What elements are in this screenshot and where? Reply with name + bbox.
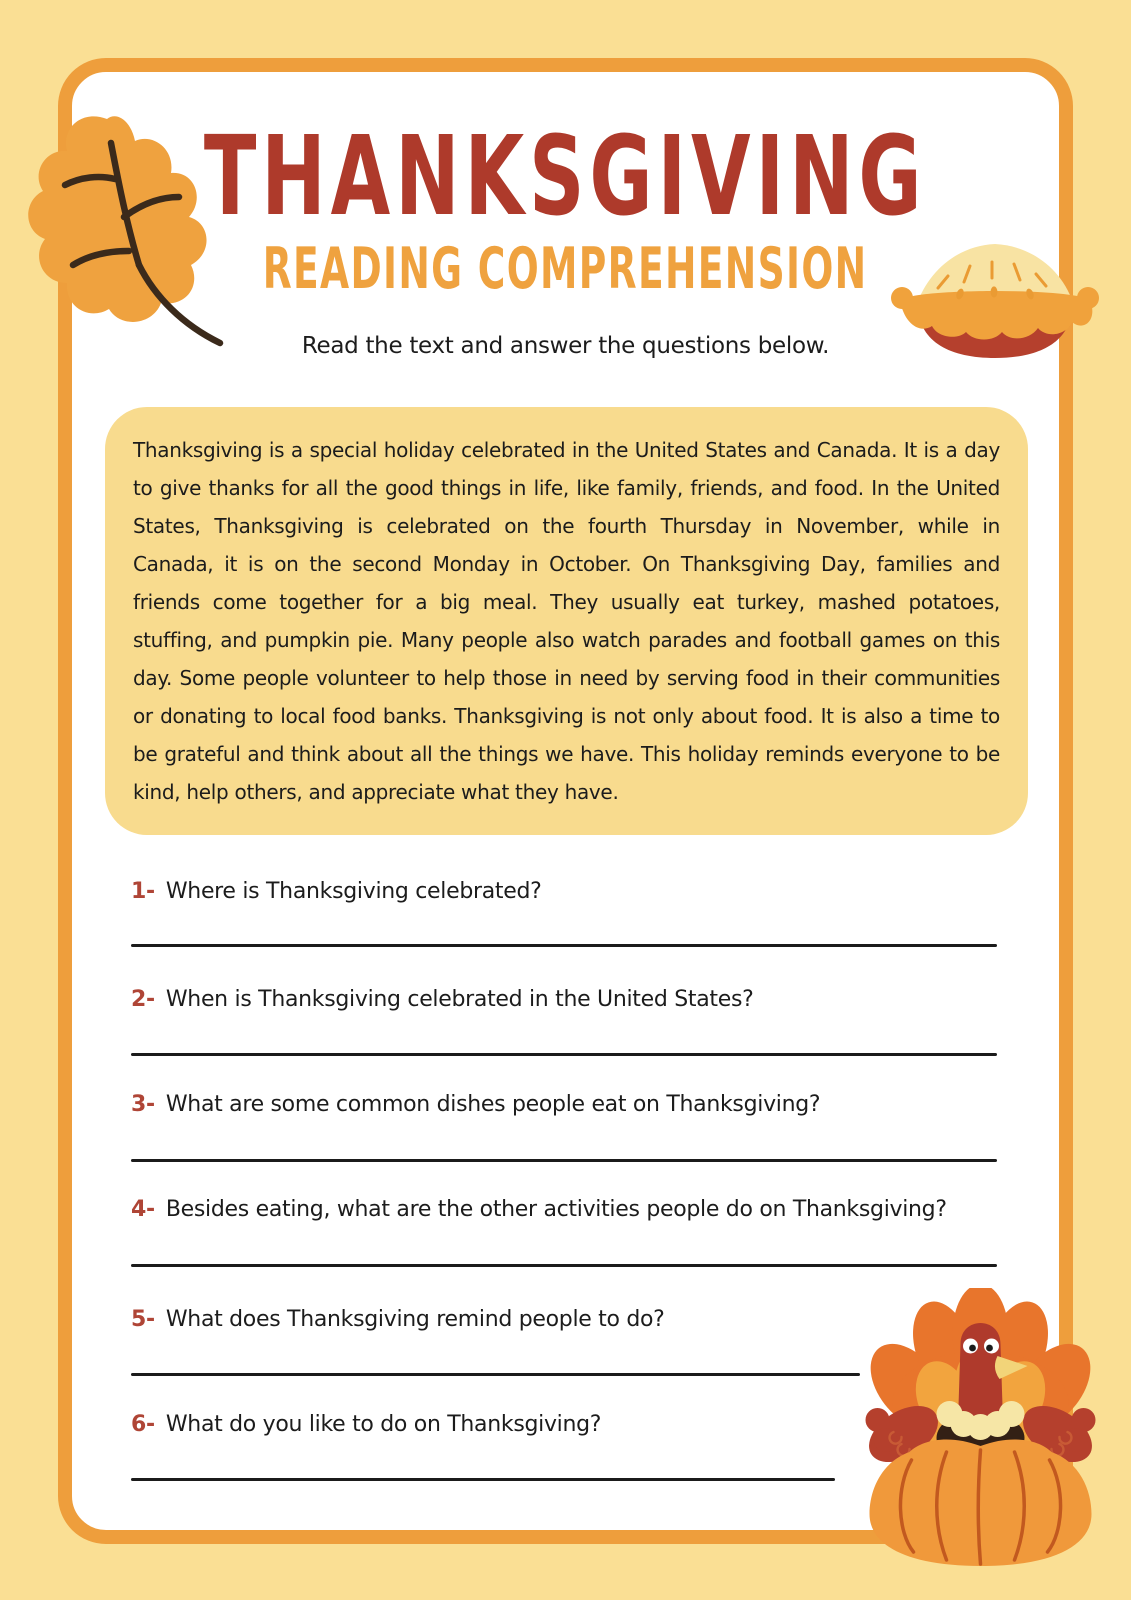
question-1 bbox=[131, 879, 1011, 904]
turkey-in-pumpkin-icon bbox=[862, 1288, 1100, 1573]
question-1-text: Where is Thanksgiving celebrated? bbox=[165, 879, 542, 904]
answer-line-4[interactable] bbox=[131, 1264, 997, 1267]
answer-line-3[interactable] bbox=[131, 1159, 997, 1162]
question-1-number: 1- bbox=[131, 879, 155, 904]
answer-line-1[interactable] bbox=[131, 944, 997, 947]
passage-text: Thanksgiving is a special holiday celebrated in the United States and Canada. It is a day to give thanks for all the good things in life, like family, friends, and food. In the United States, Thanksgiving is celebrated on the fourth Thursday in November, while in Canada, it is on the second Monday in October. On Thanksgiving Day, families and friends come together for a big meal. They usually eat turkey, mashed potatoes, stuffing, and pumpkin pie. Many people also watch parades and football games on this day. Some people volunteer to help those in need by serving food in their communities or donating to local food banks. Thanksgiving is not only about food. It is also a time to be grateful and think about all the things we have. This holiday reminds everyone to be kind, help others, and appreciate what they have. bbox=[133, 438, 1000, 804]
page-title: THANKSGIVING bbox=[204, 112, 927, 240]
question-3-number: 3- bbox=[131, 1092, 155, 1117]
passage-box bbox=[105, 407, 1028, 835]
answer-line-2[interactable] bbox=[131, 1053, 997, 1056]
question-3-text: What are some common dishes people eat on Thanksgiving? bbox=[165, 1092, 821, 1117]
question-4-number: 4- bbox=[131, 1197, 155, 1222]
question-6-text: What do you like to do on Thanksgiving? bbox=[165, 1412, 602, 1437]
question-3 bbox=[131, 1092, 1011, 1117]
question-2-text: When is Thanksgiving celebrated in the United States? bbox=[165, 987, 754, 1012]
question-2-number: 2- bbox=[131, 987, 155, 1012]
question-6-number: 6- bbox=[131, 1412, 155, 1437]
pumpkin-pie-icon bbox=[888, 236, 1103, 366]
question-2 bbox=[131, 987, 1011, 1012]
question-4-text: Besides eating, what are the other activities people do on Thanksgiving? bbox=[165, 1197, 947, 1222]
answer-line-6[interactable] bbox=[131, 1478, 835, 1481]
question-5-text: What does Thanksgiving remind people to do? bbox=[165, 1307, 665, 1332]
instruction-text: Read the text and answer the questions below. bbox=[301, 333, 830, 359]
autumn-leaf-icon bbox=[15, 105, 230, 355]
answer-line-5[interactable] bbox=[131, 1373, 860, 1376]
question-4 bbox=[131, 1197, 1011, 1222]
page-subtitle: READING COMPREHENSION bbox=[263, 236, 868, 302]
question-5-number: 5- bbox=[131, 1307, 155, 1332]
